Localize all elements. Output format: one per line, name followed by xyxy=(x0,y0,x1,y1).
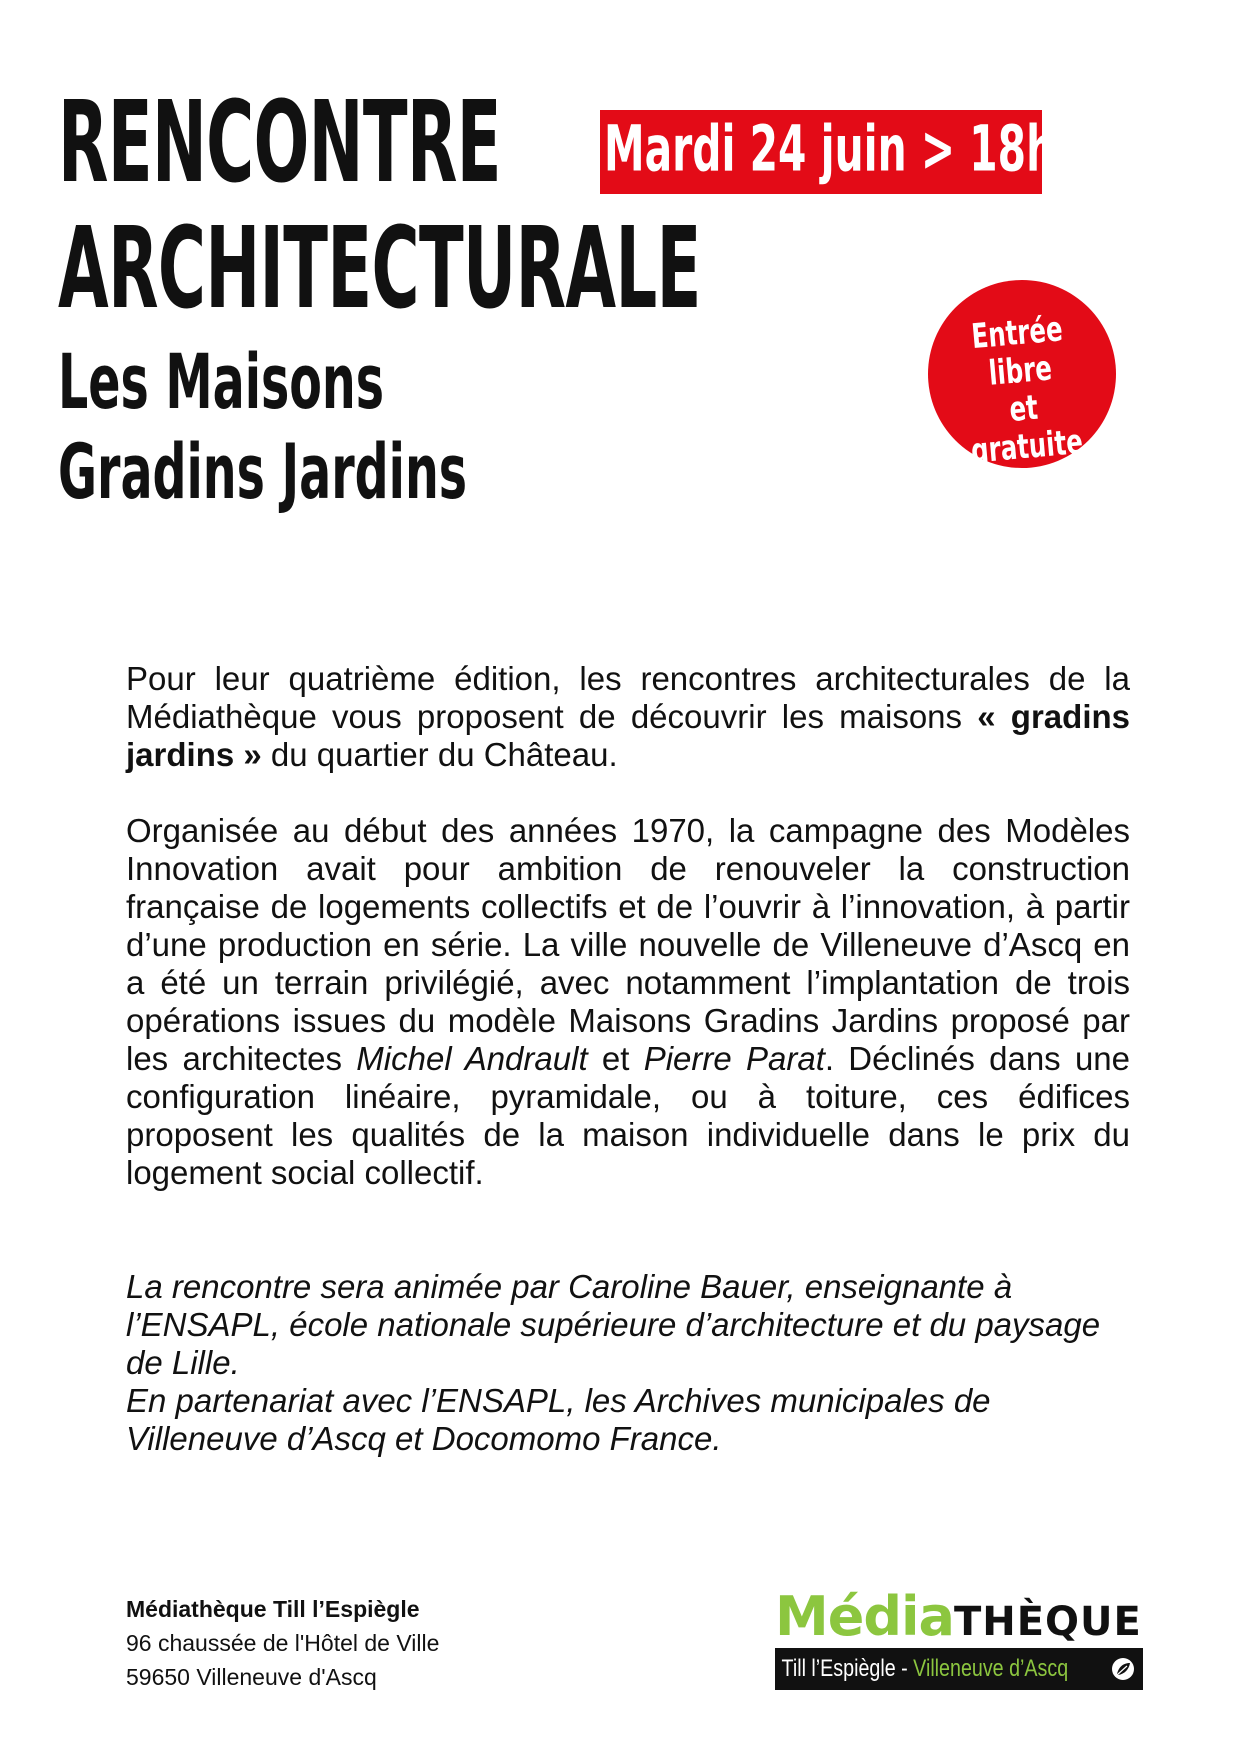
badge-line-1: Entrée libre xyxy=(969,309,1065,394)
badge-line-3: gratuite xyxy=(969,421,1085,472)
architect-name-2: Pierre Parat xyxy=(643,1040,825,1077)
history-text-b: et xyxy=(587,1040,644,1077)
subtitle-line-2: Gradins Jardins xyxy=(58,427,468,516)
logo-theque: THÈQUE xyxy=(953,1599,1142,1645)
logo-media: Média xyxy=(775,1585,954,1648)
free-entry-badge xyxy=(928,280,1116,472)
intro-bold: « gradins jardins » xyxy=(126,698,1131,773)
title-line-2: ARCHITECTURALE xyxy=(58,202,701,335)
leaf-icon xyxy=(1111,1657,1135,1681)
logo-wordmark xyxy=(775,1585,1142,1648)
architect-name-1: Michel Andrault xyxy=(356,1040,588,1077)
title-line-1: RENCONTRE xyxy=(58,76,501,209)
venue-name: Médiathèque Till l’Espiègle xyxy=(126,1596,420,1622)
logo-subtitle xyxy=(775,1648,1068,1690)
venue-city: 59650 Villeneuve d'Ascq xyxy=(126,1664,377,1690)
date-banner xyxy=(600,110,1112,194)
history-text-c: . Déclinés dans une configuration linéaire, pyramidale, ou à toiture, ces édifices proposent les qualités de la maison individuelle dans le prix du logement social collectif. xyxy=(126,1040,1131,1191)
logo-sub-b: Villeneuve d’Ascq xyxy=(913,1655,1069,1682)
badge-line-2: et xyxy=(1007,387,1040,431)
paragraph-speaker: La rencontre sera animée par Caroline Bauer, enseignante à l’ENSAPL, école nationale supérieure d’architecture et du paysage de Lille. xyxy=(126,1268,1101,1381)
venue-street: 96 chaussée de l'Hôtel de Ville xyxy=(126,1630,440,1656)
venue-address xyxy=(126,1592,439,1694)
intro-text-b: du quartier du Château. xyxy=(261,736,618,773)
date-text: Mardi 24 juin > 18h30 xyxy=(604,112,1112,187)
mediatheque-logo xyxy=(775,1585,1143,1690)
paragraph-history xyxy=(126,812,1130,1192)
paragraph-intro xyxy=(126,660,1130,774)
history-text-a: Organisée au début des années 1970, la campagne des Modèles Innovation avait pour ambition de renouveler la construction française de logements collectifs et de l’ouvrir à l’innovation, à partir d’une production en série. La ville nouvelle de Villeneuve d’Ascq en a été un terrain privilégié, avec notamment l’implantation de trois opérations issues du modèle Maisons Gradins Jardins proposé par les architectes xyxy=(126,812,1130,1077)
logo-subtitle-bar xyxy=(775,1648,1143,1690)
paragraph-partners: En partenariat avec l’ENSAPL, les Archives municipales de Villeneuve d’Ascq et Docomomo France. xyxy=(126,1382,991,1457)
badge-text xyxy=(948,308,1096,471)
subtitle-line-1: Les Maisons xyxy=(58,337,385,426)
logo-sub-a: Till l’Espiègle - xyxy=(781,1655,914,1682)
body-text xyxy=(126,660,1130,1458)
intro-text-a: Pour leur quatrième édition, les rencontres architecturales de la Médiathèque vous proposent de découvrir les maisons xyxy=(126,660,1130,735)
